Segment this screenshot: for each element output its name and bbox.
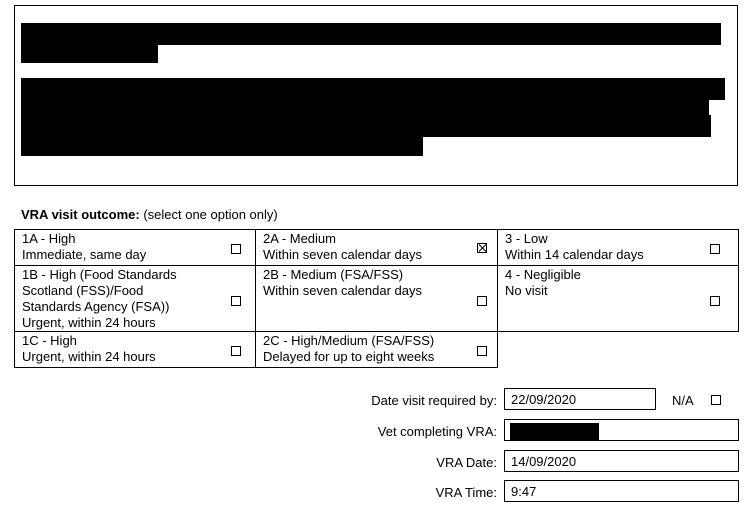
vet-field[interactable] [504,419,739,441]
outcome-heading-note: (select one option only) [139,207,278,222]
option-2a [256,230,498,266]
empty-cell [498,332,739,368]
vra-date-field[interactable]: 14/09/2020 [504,450,739,472]
option-2b-title: 2B - Medium (FSA/FSS) [263,267,404,282]
date-required-field[interactable]: 22/09/2020 [504,388,656,410]
vra-time-field[interactable]: 9:47 [504,480,739,502]
redaction-bar [21,98,709,116]
option-1b-title: 1B - High (Food Standards [22,267,177,282]
option-1c-desc: Urgent, within 24 hours [22,349,156,364]
option-3 [498,230,739,266]
option-1b-line3: Standards Agency (FSA)) [22,299,170,314]
option-1a-checkbox[interactable] [231,244,241,254]
redaction-bar [21,136,423,156]
option-1b-line2: Scotland (FSS)/Food [22,283,144,298]
na-checkbox[interactable] [711,395,721,405]
option-4 [498,266,739,332]
redaction-bar [21,43,158,63]
option-4-desc: No visit [505,283,548,298]
option-1a-title: 1A - High [22,231,76,246]
option-3-title: 3 - Low [505,231,548,246]
vra-date-label: VRA Date: [436,455,497,470]
option-2c [256,332,498,368]
outcome-heading-bold: VRA visit outcome: [21,207,140,222]
option-3-desc: Within 14 calendar days [505,247,644,262]
option-2a-desc: Within seven calendar days [263,247,422,262]
option-2c-desc: Delayed for up to eight weeks [263,349,435,364]
option-2c-title: 2C - High/Medium (FSA/FSS) [263,333,435,348]
option-1b-desc: Urgent, within 24 hours [22,315,156,330]
option-2b [256,266,498,332]
option-1c [15,332,256,368]
option-1b [15,266,256,332]
redaction-bar [21,78,725,100]
option-4-title: 4 - Negligible [505,267,581,282]
option-2c-checkbox[interactable] [477,346,487,356]
option-1a-desc: Immediate, same day [22,247,147,262]
option-2a-checkbox[interactable] [477,243,487,253]
option-2b-desc: Within seven calendar days [263,283,422,298]
option-3-checkbox[interactable] [710,244,720,254]
vra-time-label: VRA Time: [435,485,497,500]
na-label: N/A [672,393,694,408]
option-1c-checkbox[interactable] [231,346,241,356]
outcome-heading [21,207,278,222]
date-required-label: Date visit required by: [371,393,497,408]
option-1a [15,230,256,266]
redaction-bar [510,423,599,440]
redaction-bar [21,23,721,45]
option-2a-title: 2A - Medium [263,231,336,246]
option-1b-checkbox[interactable] [231,296,241,306]
option-4-checkbox[interactable] [710,296,720,306]
redaction-bar [21,115,711,137]
outcome-options-table [14,229,739,368]
option-1c-title: 1C - High [22,333,77,348]
option-2b-checkbox[interactable] [477,296,487,306]
vet-label: Vet completing VRA: [377,424,497,439]
